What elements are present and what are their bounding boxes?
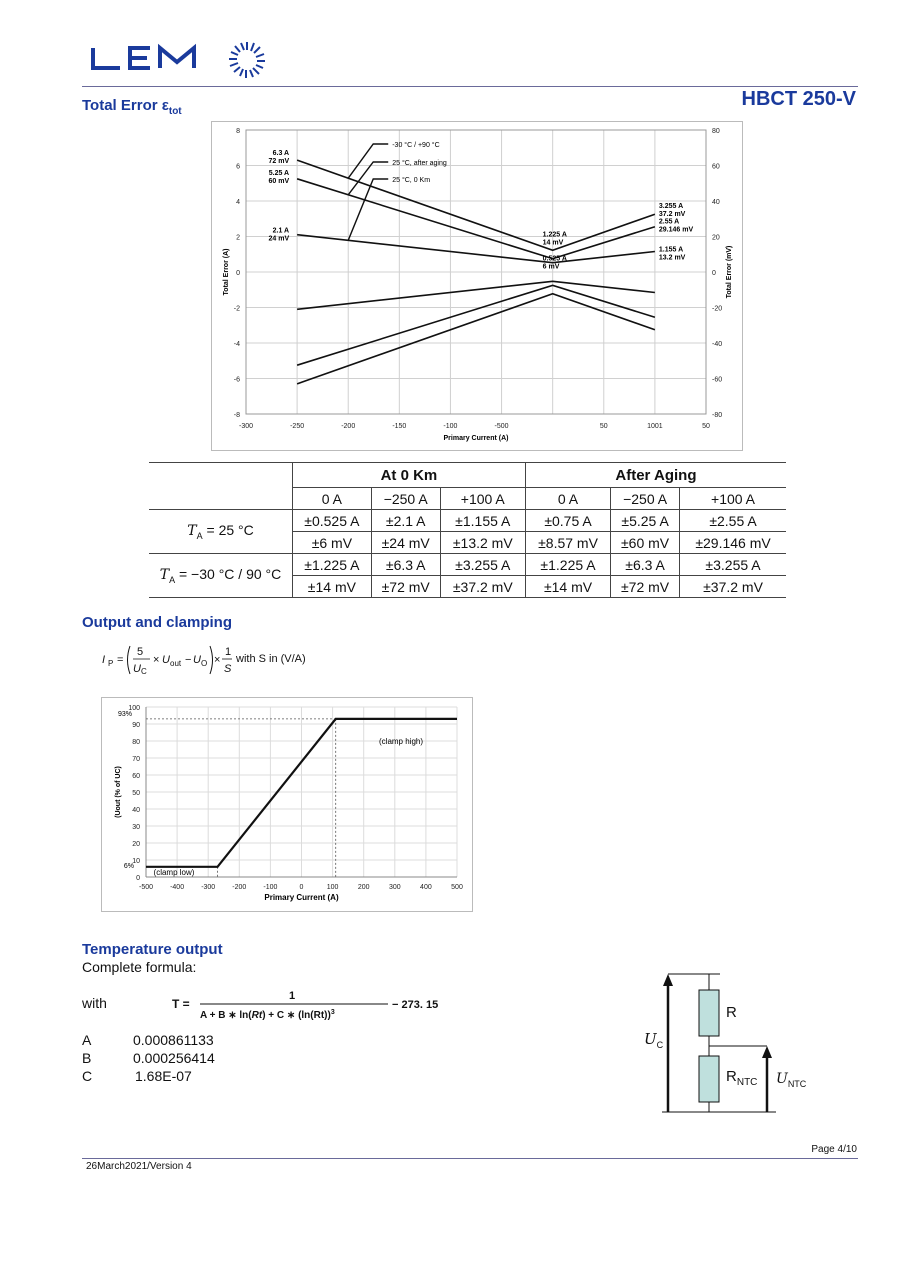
y-tick-label: 70 [132,756,140,763]
y2-tick-label: -20 [712,305,723,313]
total-error-chart [211,121,743,451]
untc-label: $U_{NTC}$ [776,1071,807,1089]
table-cell: ±14 mV [293,576,372,598]
table-group-0km: At 0 Km [293,463,526,488]
temperature-formula [170,985,460,1023]
value-annotation: 6.3 A [272,150,290,158]
svg-text:S: S [224,663,232,675]
svg-text:− 273. 15: − 273. 15 [392,999,439,1011]
temperature-title: Temperature output [82,941,223,958]
value-annotation: 24 mV [268,235,290,243]
total-error-title [82,97,182,117]
table-cell: ±6 mV [293,532,372,554]
table-cell: ±3.255 A [680,554,786,576]
x-tick-label: -300 [201,884,216,891]
svg-text:5: 5 [137,646,144,658]
x-tick-label: 500 [451,884,463,891]
y-tick-label: 0 [136,875,140,882]
version-label: 26March2021/Version 4 [86,1161,192,1172]
annotation-clamp-high: (clamp high) [379,737,424,746]
annotation-93: 93% [118,710,133,718]
table-cell: ±6.3 A [371,554,440,576]
value-annotation: 3.255 A [658,203,684,211]
table-row-label: $T_A = -30$ °C / 90 °C [149,554,293,598]
output-formula-tail: with S in (V/A) [236,653,306,665]
value-annotation: 14 mV [542,239,564,247]
legend-entry: 25 °C, 0 Km [392,177,431,184]
table-cell: ±24 mV [371,532,440,554]
footer-rule [82,1158,858,1159]
svg-text:T =: T = [172,997,190,1011]
x-tick-label: 400 [420,884,432,891]
svg-text:U: U [162,654,170,666]
y-tick-label: 2 [236,234,240,242]
output-formula [100,640,360,680]
y-tick-label: 20 [132,841,140,848]
x-tick-label: -400 [170,884,185,891]
y2-tick-label: -80 [712,412,723,419]
series-line-2 [297,235,655,263]
y2-tick-label: 20 [712,234,720,242]
y-tick-label: 10 [132,858,140,865]
annotation-clamp-low: (clamp low) [153,867,195,877]
constant-c-value: 1.68E-07 [135,1068,192,1084]
legend-entry: 25 °C, after aging [392,160,447,167]
value-annotation: 37.2 mV [658,211,686,219]
rntc-label: $R_{NTC}$ [726,1068,758,1088]
x-tick-label: -150 [392,423,407,430]
table-cell: ±60 mV [611,532,680,554]
y-axis-label: (Uout (% of UC) [115,766,122,818]
x-tick-label: -300 [238,423,254,430]
with-label: with [82,995,107,1011]
table-col-header: −250 A [611,488,680,510]
table-col-header: 0 A [525,488,610,510]
svg-text:=: = [117,654,124,666]
constant-b-name: B [82,1050,92,1066]
table-cell: ±29.146 mV [680,532,786,554]
x-tick-label: -100 [263,884,278,891]
y2-tick-label: -40 [712,341,723,348]
table-cell: ±8.57 mV [525,532,610,554]
value-annotation: 2.55 A [658,218,680,226]
lem-logo [90,40,270,82]
svg-text:−: − [185,654,192,666]
value-annotation: 1.155 A [658,246,684,254]
y-tick-label: 40 [132,807,140,814]
table-cell: ±6.3 A [611,554,680,576]
x-tick-label: 300 [388,884,401,891]
svg-text:U: U [133,663,141,675]
x-tick-label: 50 [702,423,710,430]
svg-text:P: P [108,659,114,668]
series-line-4 [297,285,655,365]
table-col-header: +100 A [680,488,786,510]
y-tick-label: 6 [236,163,240,171]
y-tick-label: 60 [132,773,140,780]
table-cell: ±1.225 A [525,554,610,576]
r-label: R [726,1004,737,1021]
table-cell: ±14 mV [525,576,610,598]
annotation-6: 6% [123,862,134,870]
y-tick-label: 100 [128,705,140,712]
x-tick-label: 100 [326,884,339,891]
resistor-r [699,990,719,1036]
table-cell: ±13.2 mV [440,532,525,554]
y-tick-label: -2 [233,305,240,313]
value-annotation: 72 mV [268,158,290,166]
value-annotation: 60 mV [268,177,290,185]
y-tick-label: 90 [132,722,140,729]
ntc-circuit-diagram [640,968,820,1118]
value-annotation: 29.146 mV [658,226,694,234]
y-tick-label: 0 [236,270,240,277]
table-cell: ±2.1 A [371,510,440,532]
table-col-header: −250 A [371,488,440,510]
table-cell: ±1.155 A [440,510,525,532]
table-cell: ±37.2 mV [440,576,525,598]
legend-leader-2 [348,179,388,240]
y-tick-label: 8 [236,128,240,135]
y-tick-label: -4 [233,341,240,348]
svg-text:out: out [170,659,182,668]
constant-a-value: 0.000861133 [133,1032,214,1048]
table-corner [149,463,293,510]
y-tick-label: 30 [132,824,140,831]
y2-tick-label: 80 [712,128,720,135]
page-number: Page 4/10 [811,1144,857,1155]
value-annotation: 1.225 A [542,231,567,239]
value-annotation: 5.25 A [268,169,290,177]
value-annotation: 2.1 A [272,227,290,235]
series-line-3 [297,281,655,309]
x-axis-label: Primary Current (A) [443,435,509,442]
table-cell: ±72 mV [371,576,440,598]
x-tick-label: 50 [599,423,608,430]
x-tick-label: -200 [341,423,356,430]
x-axis-label: Primary Current (A) [264,893,339,902]
product-title: HBCT 250-V [741,88,856,110]
svg-text:×: × [214,654,221,666]
table-cell: ±5.25 A [611,510,680,532]
resistor-ntc [699,1056,719,1102]
table-cell: ±0.75 A [525,510,610,532]
table-cell: ±0.525 A [293,510,372,532]
y2-tick-label: 40 [712,199,720,206]
total-error-title-sub: tot [168,106,182,117]
value-annotation: 0.525 A [542,255,567,263]
svg-text:U: U [193,654,201,666]
svg-text:O: O [201,659,208,668]
temperature-subtitle: Complete formula: [82,959,197,975]
x-tick-label: -500 [138,884,154,891]
x-tick-label: 200 [357,884,370,891]
svg-text:×: × [153,654,160,666]
y2-tick-label: 60 [712,163,720,171]
table-cell: ±2.55 A [680,510,786,532]
value-annotation: 13.2 mV [658,254,686,262]
table-col-header: +100 A [440,488,525,510]
svg-text:I: I [102,654,106,666]
total-error-title-text: Total Error ε [82,97,169,114]
x-tick-label: 1001 [647,423,663,430]
x-tick-label: -100 [443,423,458,430]
constant-a-name: A [82,1032,92,1048]
value-annotation: 6 mV [542,263,560,271]
constant-c-name: C [82,1068,93,1084]
uc-label: $U_C$ [644,1030,664,1050]
error-table [149,462,786,598]
legend-entry: -30 °C / +90 °C [392,142,440,149]
table-col-header: 0 A [293,488,372,510]
y-tick-label: 4 [236,199,240,206]
y-tick-label: -8 [233,412,240,419]
svg-text:1: 1 [225,646,232,658]
y-tick-label: 50 [132,790,140,797]
svg-text:A + B ∗ ln(Rt) + C ∗ (ln(Rt))3: A + B ∗ ln(Rt) + C ∗ $(\ln(Rt))^3$ [200,1009,335,1021]
table-group-aging: After Aging [525,463,786,488]
y-tick-label: -6 [233,376,240,384]
table-cell: ±3.255 A [440,554,525,576]
table-row-label: $T_A = 25$ °C [149,510,293,554]
clamping-chart [101,697,473,912]
header-rule [82,86,858,87]
x-tick-label: -250 [290,423,305,430]
table-cell: ±72 mV [611,576,680,598]
y2-tick-label: -60 [712,376,723,384]
x-tick-label: -500 [494,423,509,430]
x-tick-label: 0 [299,884,304,891]
y-axis-label: Total Error (A) [223,248,230,296]
y2-tick-label: 0 [712,270,716,277]
table-cell: ±1.225 A [293,554,372,576]
constant-b-value: 0.000256414 [133,1050,215,1066]
y-tick-label: 80 [132,739,140,746]
svg-text:1: 1 [289,990,296,1002]
svg-text:C: C [141,667,147,676]
y2-axis-label: Total Error (mV) [726,245,733,299]
x-tick-label: -200 [232,884,247,891]
table-cell: ±37.2 mV [680,576,786,598]
legend-leader-0 [348,144,388,178]
output-clamping-title: Output and clamping [82,614,232,631]
